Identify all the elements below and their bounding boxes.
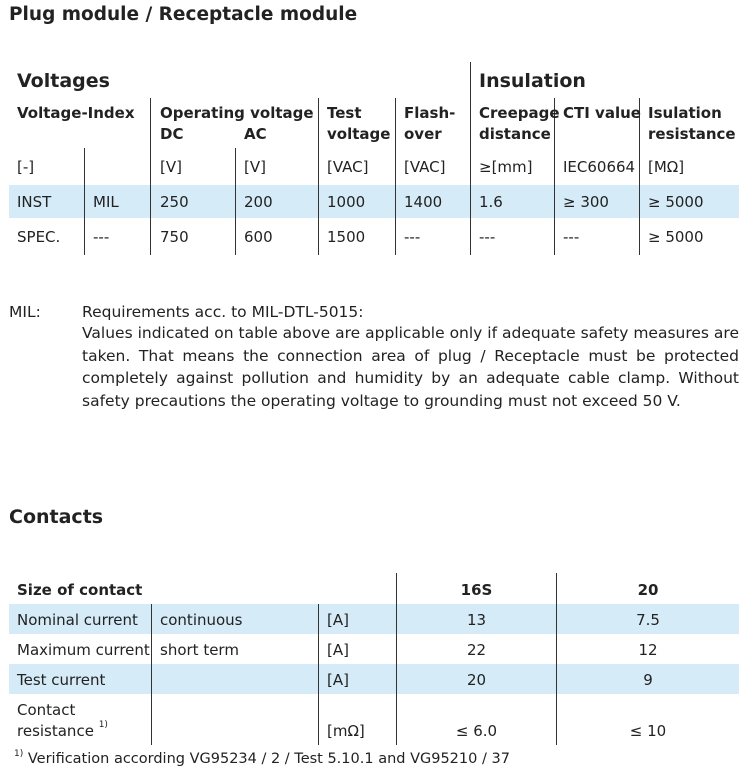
table-cell: ≥ 300 bbox=[563, 193, 609, 211]
column-divider bbox=[318, 98, 319, 255]
contact-row-condition: short term bbox=[160, 641, 239, 659]
column-divider bbox=[395, 98, 396, 255]
header-ac: AC bbox=[244, 125, 267, 143]
header-16s: 16S bbox=[460, 581, 493, 599]
contact-row-unit: [A] bbox=[327, 671, 349, 689]
header-isolation-1: Isulation bbox=[648, 104, 722, 122]
unit-cell: ≥[mm] bbox=[479, 158, 533, 176]
unit-cell: [VAC] bbox=[327, 158, 369, 176]
contact-value-20: ≤ 10 bbox=[629, 722, 667, 740]
table-cell: --- bbox=[93, 228, 110, 246]
contact-value-16s: 13 bbox=[466, 611, 487, 629]
contact-value-20: 9 bbox=[643, 671, 653, 689]
header-flashover-2: over bbox=[404, 125, 442, 143]
table-cell: 250 bbox=[160, 193, 189, 211]
footnote bbox=[14, 751, 510, 767]
table-cell: 1.6 bbox=[479, 193, 503, 211]
contact-value-16s: 20 bbox=[466, 671, 487, 689]
footnote-text: Verification according VG95234 / 2 / Test 5.10.1 and VG95210 / 37 bbox=[27, 751, 510, 767]
contact-row-unit: [A] bbox=[327, 611, 349, 629]
voltages-title: Voltages bbox=[17, 70, 110, 92]
contact-row-condition: continuous bbox=[160, 611, 243, 629]
table-cell: 600 bbox=[244, 228, 273, 246]
column-divider bbox=[150, 98, 151, 255]
table-cell: --- bbox=[404, 228, 421, 246]
header-isolation-2: resistance bbox=[648, 125, 736, 143]
header-flashover-1: Flash- bbox=[404, 104, 456, 122]
contact-value-20: 12 bbox=[638, 641, 658, 659]
contacts-title: Contacts bbox=[9, 506, 104, 528]
header-test-voltage-2: voltage bbox=[327, 125, 391, 143]
table-cell: INST bbox=[17, 193, 52, 211]
mil-note-heading: Requirements acc. to MIL-DTL-5015: bbox=[82, 303, 364, 321]
mil-note-body: Values indicated on table above are applicable only if adequate safety measures are taken. That means the connection area of plug / Receptacle must be protected completely against pollution and humidity by an adequate cable clamp. Without safety precautions the operating voltage to grounding must not exceed 50 V. bbox=[82, 324, 739, 410]
header-dc: DC bbox=[160, 125, 184, 143]
table-cell: 1400 bbox=[404, 193, 443, 211]
table-cell: 1000 bbox=[327, 193, 366, 211]
table-cell: 1500 bbox=[327, 228, 366, 246]
table-cell: MIL bbox=[93, 193, 119, 211]
insulation-divider bbox=[470, 62, 471, 255]
header-voltage-index: Voltage-Index bbox=[17, 104, 135, 122]
column-divider bbox=[235, 148, 236, 255]
table-cell: ≥ 5000 bbox=[648, 193, 704, 211]
unit-cell: [V] bbox=[244, 158, 266, 176]
contact-resistance-label-2 bbox=[17, 722, 108, 740]
page-title: Plug module / Receptacle module bbox=[9, 4, 358, 25]
contact-value-16s: 22 bbox=[466, 641, 487, 659]
contact-resistance-label-text: resistance bbox=[17, 722, 94, 740]
table-cell: ≥ 5000 bbox=[648, 228, 704, 246]
header-size-of-contact: Size of contact bbox=[17, 581, 143, 599]
table-cell: --- bbox=[479, 228, 496, 246]
column-divider bbox=[318, 604, 319, 745]
unit-cell: [V] bbox=[160, 158, 182, 176]
contact-row-label: Nominal current bbox=[17, 611, 138, 629]
contact-value-20: 7.5 bbox=[636, 611, 660, 629]
table-cell: SPEC. bbox=[17, 228, 61, 246]
table-cell: --- bbox=[563, 228, 580, 246]
table-cell: 200 bbox=[244, 193, 273, 211]
header-creepage-1: Creepage bbox=[479, 104, 560, 122]
contact-value-16s: ≤ 6.0 bbox=[455, 722, 498, 740]
contact-row-unit: [A] bbox=[327, 641, 349, 659]
unit-cell: [-] bbox=[17, 158, 35, 176]
header-creepage-2: distance bbox=[479, 125, 551, 143]
contact-row-label: Maximum current bbox=[17, 641, 150, 659]
header-cti: CTI value bbox=[563, 104, 641, 122]
contact-row-unit: [mΩ] bbox=[327, 722, 365, 740]
contact-resistance-label-1: Contact bbox=[17, 701, 76, 719]
mil-note-label: MIL: bbox=[9, 303, 41, 321]
contact-row-label: Test current bbox=[17, 671, 106, 689]
header-20: 20 bbox=[637, 581, 659, 599]
insulation-title: Insulation bbox=[479, 70, 586, 92]
table-cell: 750 bbox=[160, 228, 189, 246]
footnote-marker: 1) bbox=[98, 720, 108, 730]
header-operating-voltage: Operating voltage bbox=[160, 104, 314, 122]
unit-cell: IEC60664 bbox=[563, 158, 636, 176]
header-test-voltage-1: Test bbox=[327, 104, 362, 122]
column-divider bbox=[151, 604, 152, 745]
unit-cell: [MΩ] bbox=[648, 158, 685, 176]
unit-cell: [VAC] bbox=[404, 158, 446, 176]
footnote-marker: 1) bbox=[14, 749, 24, 759]
column-divider bbox=[84, 148, 85, 255]
